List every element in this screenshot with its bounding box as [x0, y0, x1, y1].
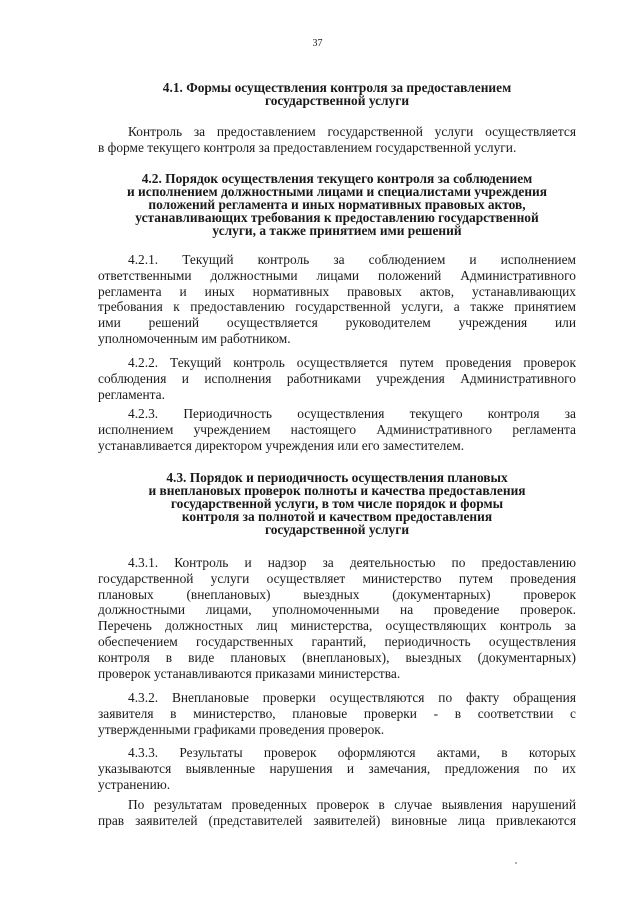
paragraph-4-2-2 — [98, 355, 576, 402]
text-line: прав заявителей (представителей заявителей) виновные лица привлекаются — [98, 812, 576, 828]
text-line: устранению. — [98, 776, 171, 792]
text-line: уполномоченным им работником. — [98, 330, 291, 346]
text-line: плановых (внеплановых) выездных (документарных) проверок — [98, 586, 576, 602]
title-line: государственной услуги, в том числе порядок и формы — [170, 496, 504, 511]
text-line: 4.2.2. Текущий контроль осуществляется путем проведения проверок — [128, 355, 576, 370]
text-line: 4.3.1. Контроль и надзор за деятельностью по предоставлению — [128, 555, 576, 570]
title-line: положений регламента и иных нормативных правовых актов, — [148, 197, 526, 212]
text-line: По результатам проведенных проверок в случае выявления нарушений — [128, 797, 576, 812]
text-line: ответственными должностными лицами положений Административного — [98, 267, 576, 283]
text-line: регламента. — [98, 386, 165, 402]
title-line: услуги, а также принятием ими решений — [212, 223, 462, 238]
text-line: указываются выявленные нарушения и замечания, предложения по их — [98, 760, 576, 776]
title-line: и внеплановых проверок полноты и качества предоставления — [148, 483, 526, 498]
paragraph-4-3-1 — [98, 555, 576, 681]
text-line: должностными лицами, уполномоченными на проведение проверок. — [98, 602, 576, 618]
text-line: Контроль за предоставлением государственной услуги осуществляется — [128, 124, 576, 139]
text-line: устанавливается директором учреждения или его заместителем. — [98, 437, 465, 453]
text-line: регламента и иных нормативных правовых актов, устанавливающих — [98, 283, 576, 299]
section-4-3-title — [98, 471, 576, 536]
text-line: исполнением учреждением настоящего Административного регламента — [98, 421, 576, 437]
title-line: 4.2. Порядок осуществления текущего контроля за соблюдением — [141, 171, 533, 186]
text-line: 4.3.2. Внеплановые проверки осуществляются по факту обращения — [128, 690, 576, 705]
text-line: 4.2.3. Периодичность осуществления текущего контроля за — [128, 406, 576, 421]
title-line: устанавливающих требования к предоставлению государственной — [135, 210, 539, 225]
section-4-2-title — [98, 172, 576, 237]
title-line: государственной услуги — [264, 93, 410, 108]
paragraph-4-2-1 — [98, 252, 576, 347]
paragraph-4-3-3 — [98, 745, 576, 792]
text-line: заявителя в министерство, плановые проверки - в соответствии с — [98, 705, 576, 721]
text-line: проверок устанавливаются приказами министерства. — [98, 665, 401, 681]
section-4-1-paragraph — [98, 124, 576, 156]
paragraph-4-2-3 — [98, 406, 576, 453]
text-line: 4.2.1. Текущий контроль за соблюдением и исполнением — [128, 252, 576, 267]
title-line: государственной услуги — [264, 522, 410, 537]
paragraph-4-3-4 — [98, 797, 576, 829]
section-4-1-title — [98, 81, 576, 107]
text-line: соблюдения и исполнения работниками учреждения Административного — [98, 370, 576, 386]
text-line: требования к предоставлению государственной услуги, а также принятием — [98, 299, 576, 315]
title-line: и исполнением должностными лицами и специалистами учреждения — [126, 184, 548, 199]
text-line: 4.3.3. Результаты проверок оформляются актами, в которых — [128, 745, 576, 760]
text-line: контроля в виде плановых (внеплановых), выездных (документарных) — [98, 649, 576, 665]
title-line: 4.1. Формы осуществления контроля за предоставлением — [162, 80, 512, 95]
paragraph-4-3-2 — [98, 690, 576, 737]
text-line: государственной услуги осуществляет министерство путем проведения — [98, 570, 576, 586]
text-line: Перечень должностных лиц министерства, осуществляющих контроль за — [98, 618, 576, 634]
title-line: контроля за полнотой и качеством предоставления — [181, 509, 493, 524]
scan-speck — [515, 862, 517, 864]
text-line: ими решений осуществляется руководителем учреждения или — [98, 315, 576, 331]
page-number: 37 — [312, 38, 323, 49]
text-line: в форме текущего контроля за предоставлением государственной услуги. — [98, 139, 517, 155]
title-line: 4.3. Порядок и периодичность осуществления плановых — [166, 470, 508, 485]
text-line: обеспечением государственных гарантий, периодичность осуществления — [98, 633, 576, 649]
text-line: утвержденными графиками проведения проверок. — [98, 721, 385, 737]
